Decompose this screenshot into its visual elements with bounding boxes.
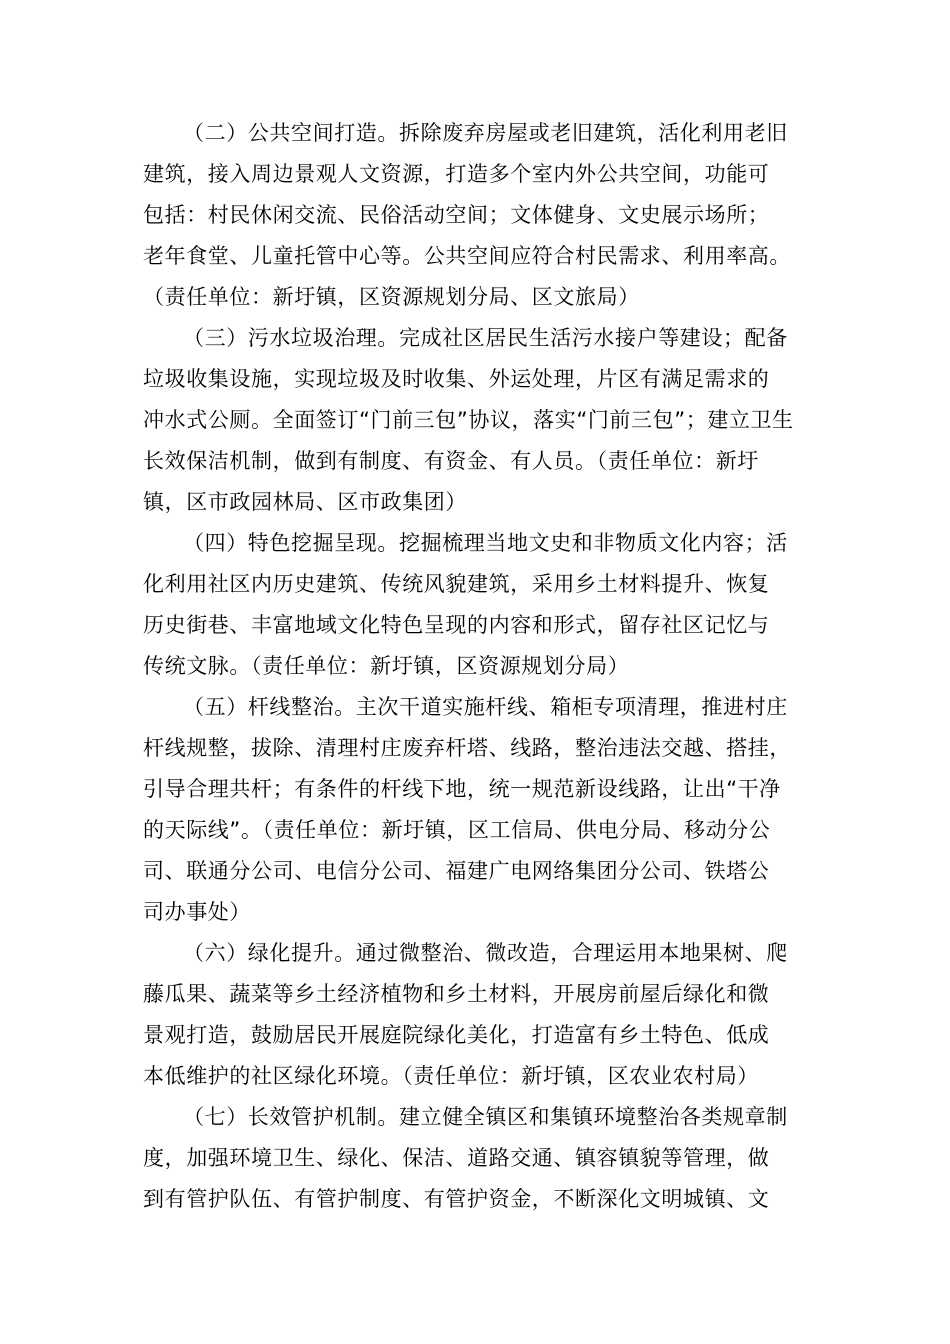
paragraph-line: 藤瓜果、蔬菜等乡土经济植物和乡土材料，开展房前屋后绿化和微 <box>143 982 770 1006</box>
paragraph-line: 建筑，接入周边景观人文资源，打造多个室内外公共空间，功能可 <box>143 162 770 186</box>
paragraph-line: 司办事处） <box>143 900 251 924</box>
paragraph-first-line: （五）杆线整治。主次干道实施杆线、箱柜专项清理，推进村庄 <box>183 695 788 719</box>
paragraph-line: 杆线规整，拔除、清理村庄废弃杆塔、线路，整治违法交越、搭挂， <box>143 736 791 760</box>
paragraph-line: （责任单位：新圩镇，区资源规划分局、区文旅局） <box>143 285 640 309</box>
paragraph-line: 到有管护队伍、有管护制度、有管护资金，不断深化文明城镇、文 <box>143 1187 770 1211</box>
paragraph-line: 老年食堂、儿童托管中心等。公共空间应符合村民需求、利用率高。 <box>143 244 791 268</box>
paragraph-line: 冲水式公厕。全面签订“门前三包”协议，落实“门前三包”；建立卫生 <box>143 408 794 432</box>
paragraph-line: 的天际线”。（责任单位：新圩镇，区工信局、供电分局、移动分公 <box>143 818 771 842</box>
paragraph-line: 长效保洁机制，做到有制度、有资金、有人员。（责任单位：新圩 <box>143 449 759 473</box>
paragraph-line: 镇，区市政园林局、区市政集团） <box>143 490 467 514</box>
paragraph-line: 引导合理共杆；有条件的杆线下地，统一规范新设线路，让出“干净 <box>143 777 781 801</box>
paragraph-line: 化利用社区内历史建筑、传统风貌建筑，采用乡土材料提升、恢复 <box>143 572 770 596</box>
paragraph-first-line: （七）长效管护机制。建立健全镇区和集镇环境整治各类规章制 <box>183 1105 788 1129</box>
paragraph-line: 垃圾收集设施，实现垃圾及时收集、外运处理，片区有满足需求的 <box>143 367 770 391</box>
paragraph-first-line: （二）公共空间打造。拆除废弃房屋或老旧建筑，活化利用老旧 <box>183 121 788 145</box>
paragraph-first-line: （六）绿化提升。通过微整治、微改造，合理运用本地果树、爬 <box>183 941 788 965</box>
paragraph-line: 度，加强环境卫生、绿化、保洁、道路交通、镇容镇貌等管理，做 <box>143 1146 770 1170</box>
paragraph-first-line: （三）污水垃圾治理。完成社区居民生活污水接户等建设；配备 <box>183 326 788 350</box>
paragraph-line: 传统文脉。（责任单位：新圩镇，区资源规划分局） <box>143 654 630 678</box>
paragraph-line: 景观打造，鼓励居民开展庭院绿化美化，打造富有乡土特色、低成 <box>143 1023 770 1047</box>
paragraph-line: 司、联通分公司、电信分公司、福建广电网络集团分公司、铁塔公 <box>143 859 770 883</box>
paragraph-line: 本低维护的社区绿化环境。（责任单位：新圩镇，区农业农村局） <box>143 1064 759 1088</box>
paragraph-first-line: （四）特色挖掘呈现。挖掘梳理当地文史和非物质文化内容；活 <box>183 531 788 555</box>
paragraph-line: 包括：村民休闲交流、民俗活动空间；文体健身、文史展示场所； <box>143 203 770 227</box>
document-body <box>143 113 833 1220</box>
paragraph-line: 历史街巷、丰富地域文化特色呈现的内容和形式，留存社区记忆与 <box>143 613 770 637</box>
